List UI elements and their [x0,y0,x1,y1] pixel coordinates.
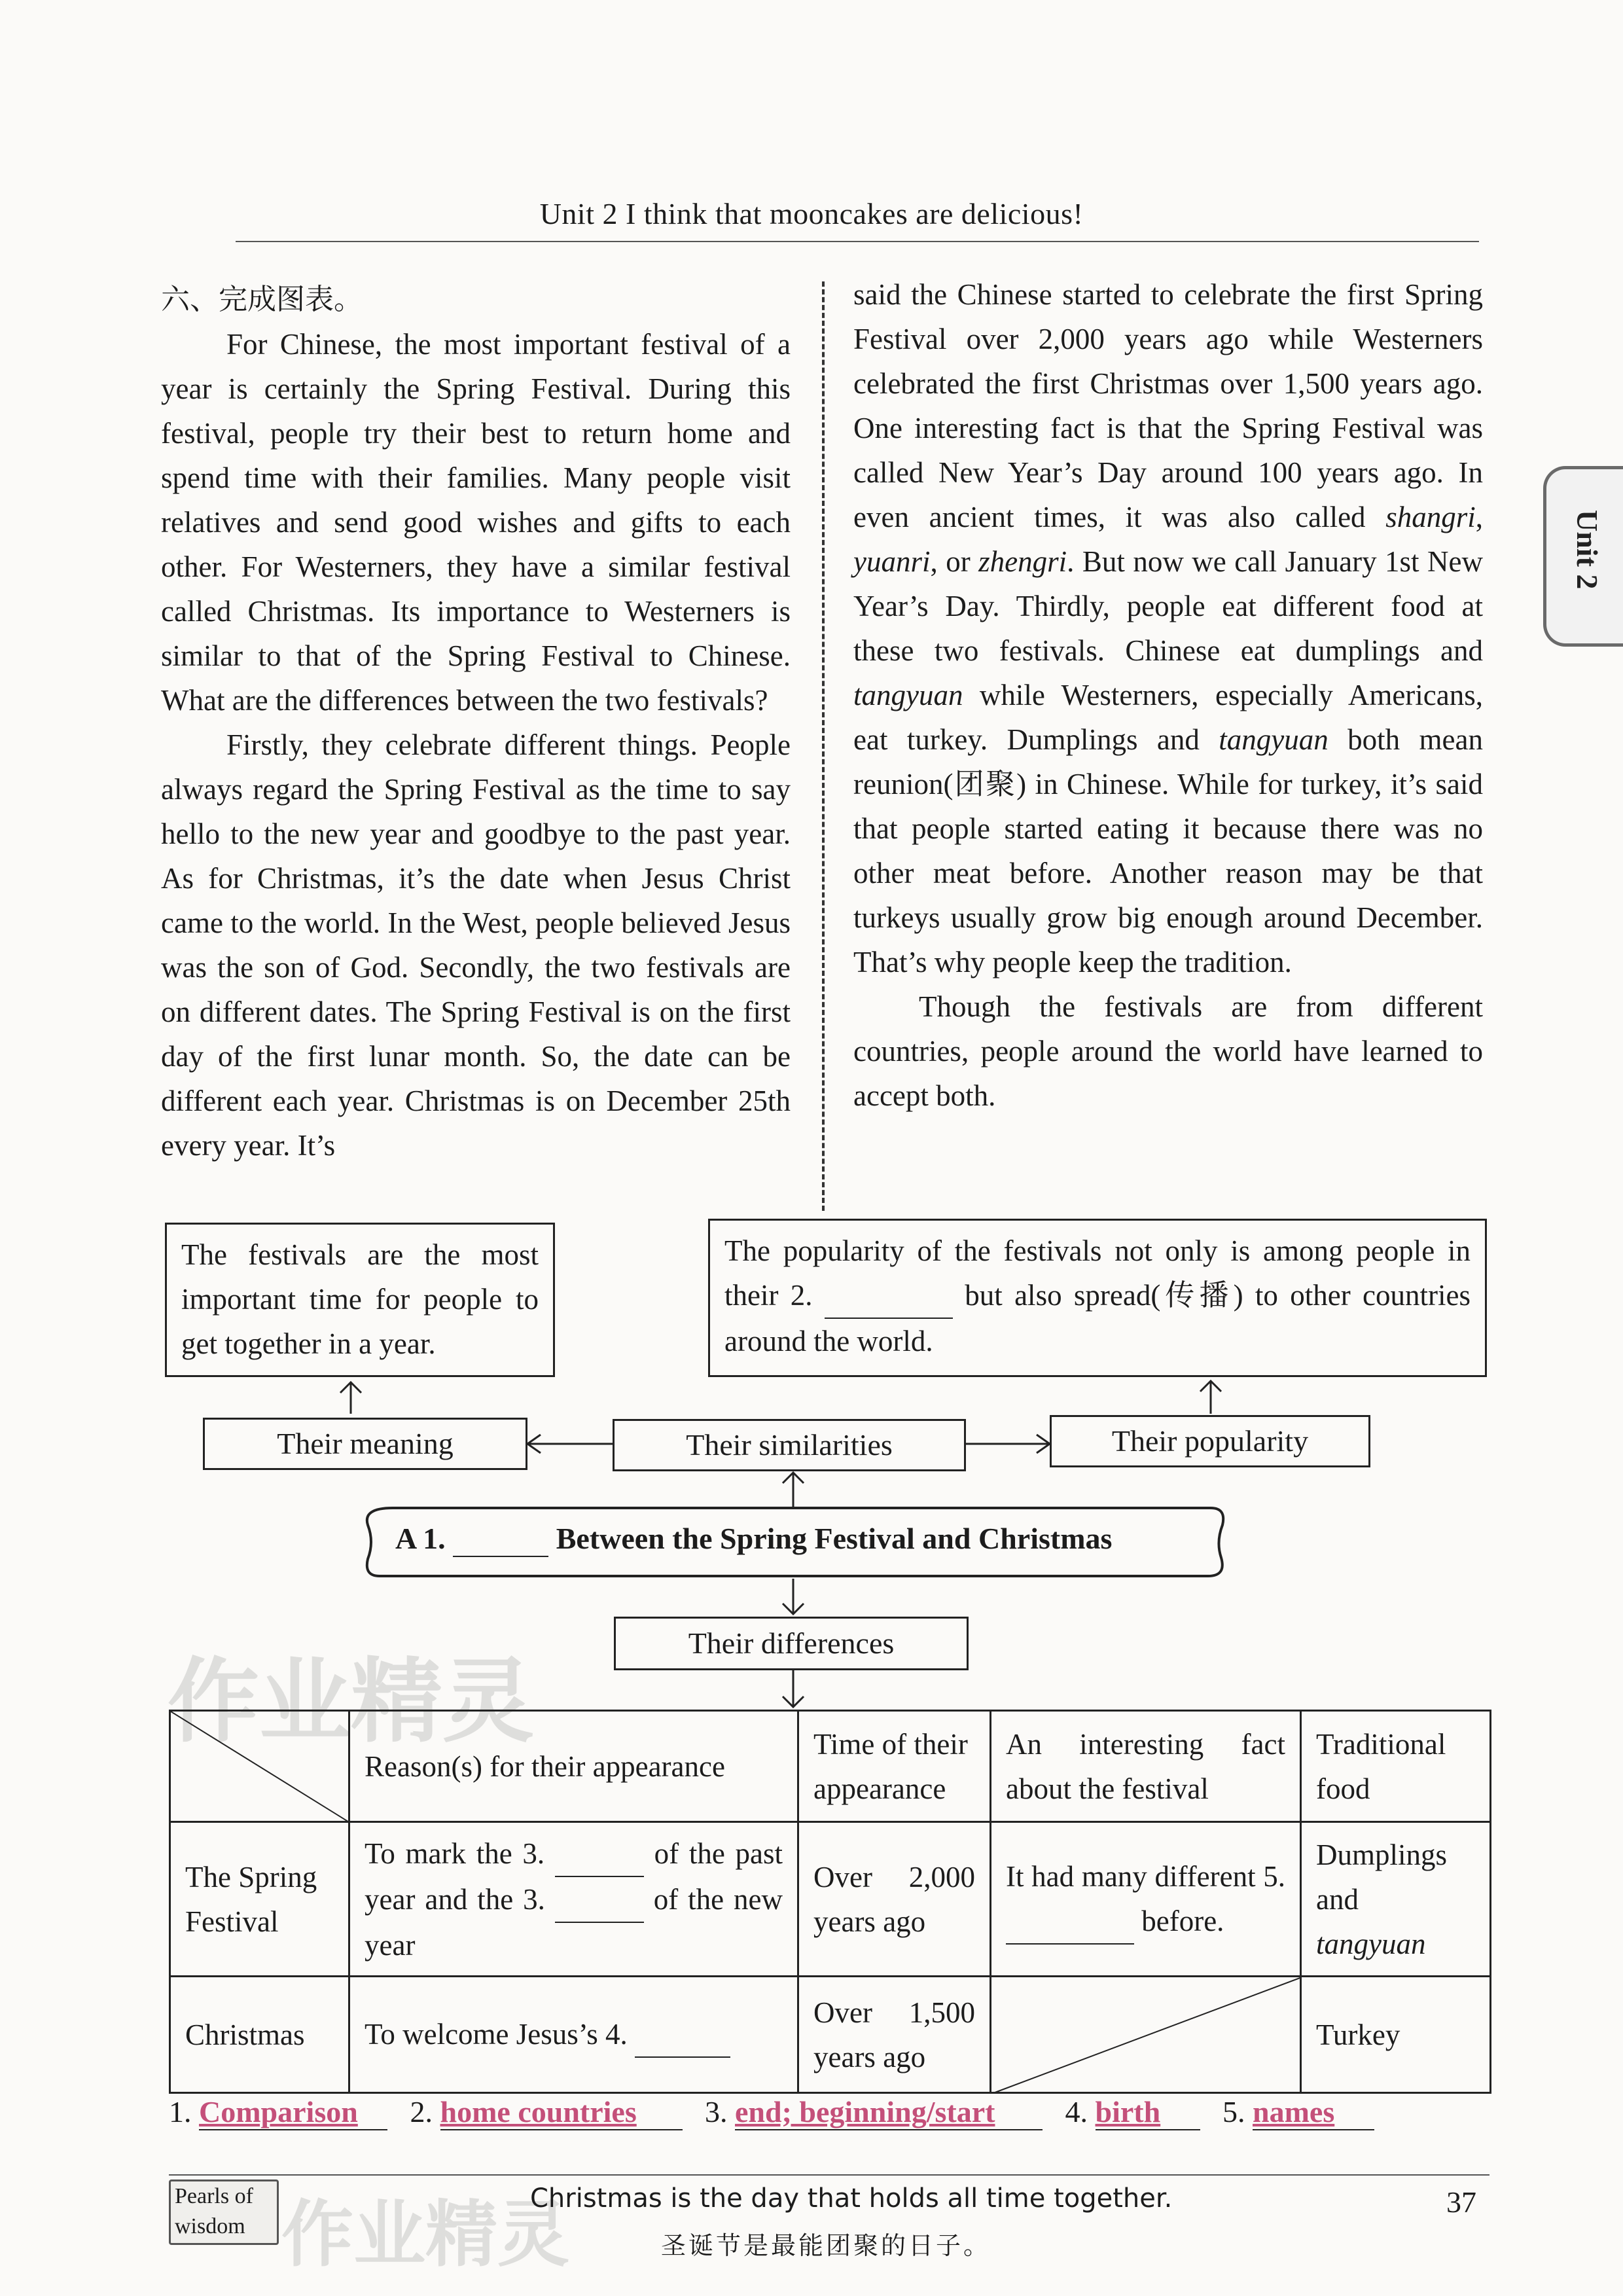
cell-time-spring: Over 2,000 years ago [798,1822,991,1977]
blank-3a[interactable] [555,1831,644,1877]
cell-fact-christmas-empty [991,1977,1301,2093]
paragraph-3: said the Chinese started to celebrate the first Spring Festival over 2,000 years ago while Westerners celebrated the first Christmas over 1,500 years ago. One interesting fact is that the Spring Festival was called New Year’s Day around 100 years ago. In even ancient times, it was also called shangri, yuanri, or zhengri. But now we call January 1st New Year’s Day. Thirdly, people eat different food at these two festivals. Chinese eat dumplings and tangyuan while Westerners, especially Americans, eat turkey. Dumplings and tangyuan both mean reunion(团聚) in Chinese. While for turkey, it’s said that people started eating it because there was no other meat before. Another reason may be that turkeys usually grow big enough around December. That’s why people keep the tradition. [853,278,1483,978]
similarities-label: Their similarities [613,1419,966,1471]
paragraph-4: Though the festivals are from different countries, people around the world have learned to accept both. [853,990,1483,1112]
running-header: Unit 2 I think that mooncakes are delicious! [539,197,1084,230]
table-row [170,1977,1491,2093]
meaning-label: Their meaning [203,1418,527,1470]
answer-4: birth [1096,2094,1200,2130]
answer-key: 1. Comparison 2. home countries 3. end; beginning/start 4. birth 5. names [169,2094,1510,2130]
cell-food-spring: Dumplings and tangyuan [1301,1822,1491,1977]
paragraph-2: Firstly, they celebrate different things. People always regard the Spring Festival as the time to say hello to the new year and goodbye to the past year. As for Christmas, it’s the date when Jesus Christ came to the world. In the West, people believed Jesus was the son of God. Secondly, the two festivals are on different dates. The Spring Festival is on the first day of the first lunar month. So, the date can be different each year. Christmas is on December 25th every year. It’s [161,728,791,1162]
blank-1[interactable] [453,1521,548,1557]
footer-watermark: 作业精灵 [281,2193,569,2276]
cell-fact-spring: It had many different 5. before. [991,1822,1301,1977]
table-row [170,1822,1491,1977]
meaning-box: The festivals are the most important time for people to get together in a year. [165,1223,555,1377]
quote-english: Christmas is the day that holds all time together. [530,2183,1173,2214]
cell-time-christmas: Over 1,500 years ago [798,1977,991,2093]
blank-3b[interactable] [555,1877,644,1923]
table-corner-cell [170,1711,349,1822]
section-title: 六、完成图表。 [161,283,363,316]
watermark: 作业精灵 [168,1649,535,1755]
header-time: Time of their appearance [798,1711,991,1822]
differences-table [169,1710,1491,2094]
row-name-spring: The Spring Festival [170,1822,349,1977]
cell-reason-christmas: To welcome Jesus’s 4. [349,1977,798,2093]
answer-3: end; beginning/start [735,2094,1043,2130]
answer-1: Comparison [199,2094,387,2130]
footer-rule [169,2174,1489,2176]
central-title: A 1. Between the Spring Festival and Christmas [395,1521,1112,1557]
differences-label: Their differences [614,1617,969,1670]
page-number: 37 [1446,2185,1476,2219]
row-name-christmas: Christmas [170,1977,349,2093]
unit-tab-label: Unit 2 [1571,510,1604,590]
blank-4[interactable] [635,2012,730,2058]
answer-2: home countries [440,2094,683,2130]
answer-5: names [1253,2094,1374,2130]
paragraph-1: For Chinese, the most important festival of a year is certainly the Spring Festival. During this festival, people try their best to return home and spend time with their families. Many people visit relatives and send good wishes and gifts to each other. For Westerners, they have a similar festival called Christmas. Its importance to Westerners is similar to that of the Spring Festival to Chinese. What are the differences between the two festivals? [161,328,791,717]
popularity-label: Their popularity [1050,1415,1370,1467]
popularity-box: The popularity of the festivals not only is among people in their 2. but also spread(传播) to other countries around the world. [708,1219,1487,1377]
header-reason: Reason(s) for their appearance [349,1711,798,1822]
cell-food-christmas: Turkey [1301,1977,1491,2093]
cell-reason-spring: To mark the 3. of the past year and the 3. of the new year [349,1822,798,1977]
blank-5[interactable] [1006,1899,1134,1945]
header-fact: An interesting fact about the festival [991,1711,1301,1822]
quote-chinese: 圣诞节是最能团聚的日子。 [661,2231,991,2260]
header-food: Traditional food [1301,1711,1491,1822]
pearls-of-wisdom-badge: Pearls of wisdom [169,2179,279,2245]
